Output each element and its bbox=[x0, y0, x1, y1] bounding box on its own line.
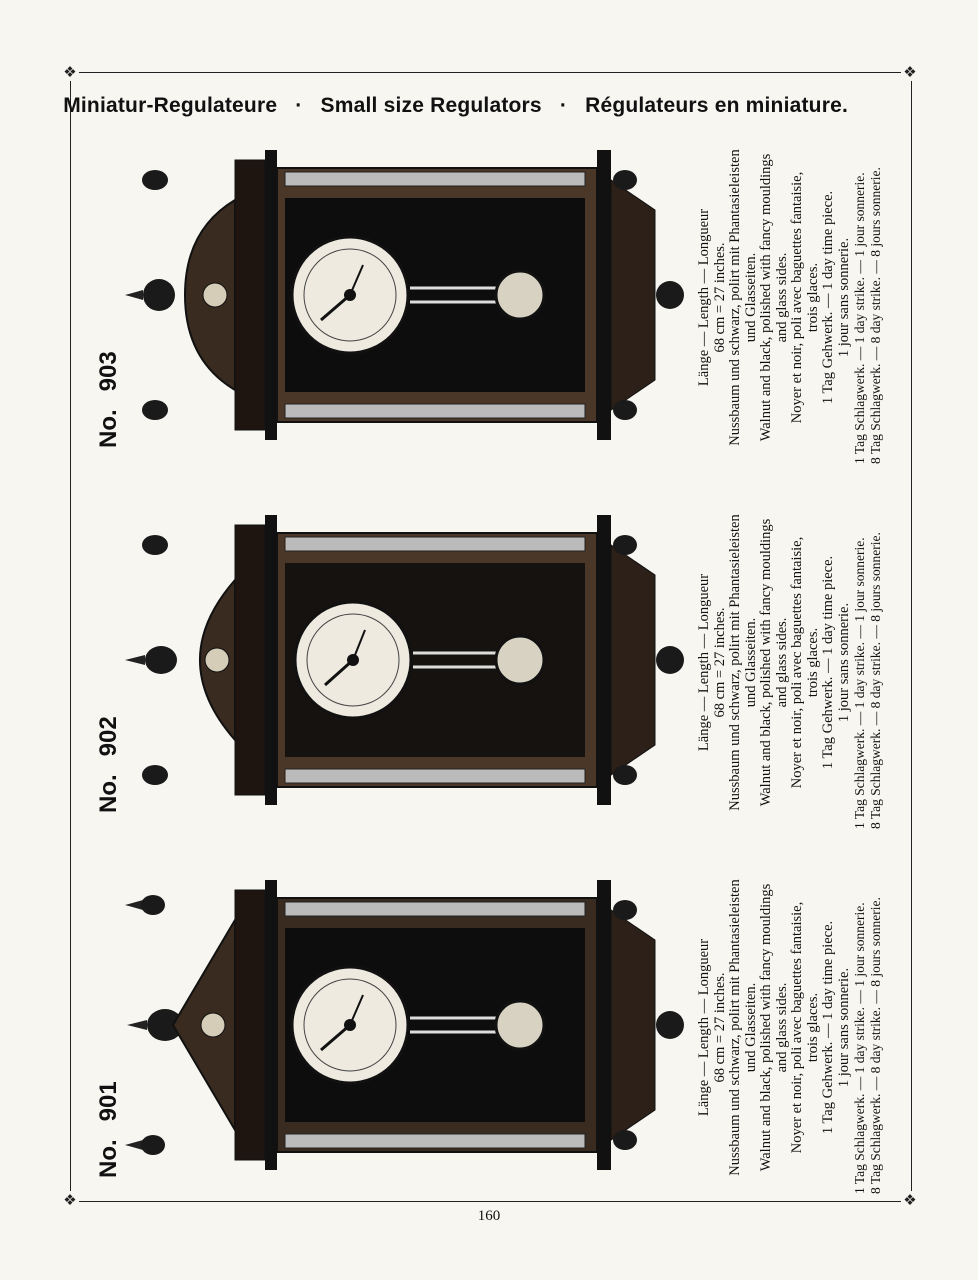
corner-ornament-icon: ❖ bbox=[61, 63, 79, 81]
corner-ornament-icon: ❖ bbox=[61, 1191, 79, 1209]
corner-ornament-icon: ❖ bbox=[901, 1191, 919, 1209]
title-separator: · bbox=[559, 94, 568, 117]
clock-description-903: Länge — Length — Longueur 68 cm = 27 inches. Nussbaum und schwarz, polirt mit Phantasieleisten und Glasseiten. Walnut and black, polished with fancy mouldings and glass sides. Noyer et noir, poli avec baguettes fantaisie, trois glaces. 1 Tag Gehwerk. — 1 day time piece. 1 jour sans sonnerie. 1 Tag Schlagwerk. — 1 day strike. — 1 jour sonnerie. 8 Tag Schlagwerk. — 8 day strike. — 8 jours sonnerie. bbox=[696, 149, 883, 464]
title-french: Régulateurs en miniature. bbox=[585, 94, 848, 117]
clock-entry-902 bbox=[85, 475, 895, 835]
clock-illustration-901 bbox=[125, 855, 685, 1200]
catalog-content bbox=[85, 110, 895, 1200]
clock-entry-901 bbox=[85, 840, 895, 1200]
clock-illustration-902 bbox=[125, 490, 685, 835]
clock-number-label: No.902 bbox=[95, 716, 122, 813]
title-separator: · bbox=[295, 94, 303, 117]
clock-number-label: No.903 bbox=[95, 351, 122, 448]
clock-illustration-903 bbox=[125, 125, 685, 470]
page-number: 160 bbox=[477, 1208, 501, 1224]
clock-description-902: Länge — Length — Longueur 68 cm = 27 inches. Nussbaum und schwarz, polirt mit Phantasieleisten und Glasseiten. Walnut and black, polished with fancy mouldings and glass sides. Noyer et noir, poli avec baguettes fantaisie, trois glaces. 1 Tag Gehwerk. — 1 day time piece. 1 jour sans sonnerie. 1 Tag Schlagwerk. — 1 day strike. — 1 jour sonnerie. 8 Tag Schlagwerk. — 8 day strike. — 8 jours sonnerie. bbox=[696, 514, 883, 829]
title-german: Miniatur-Regulateure bbox=[63, 94, 278, 117]
clock-description-901: Länge — Length — Longueur 68 cm = 27 inches. Nussbaum und schwarz, polirt mit Phantasieleisten und Glasseiten. Walnut and black, polished with fancy mouldings and glass sides. Noyer et noir, poli avec baguettes fantaisie, trois glaces. 1 Tag Gehwerk. — 1 day time piece. 1 jour sans sonnerie. 1 Tag Schlagwerk. — 1 day strike. — 1 jour sonnerie. 8 Tag Schlagwerk. — 8 day strike. — 8 jours sonnerie. bbox=[696, 879, 883, 1194]
clock-entry-903 bbox=[85, 110, 895, 470]
corner-ornament-icon: ❖ bbox=[901, 63, 919, 81]
title-english: Small size Regulators bbox=[320, 94, 542, 117]
clock-number-label: No.901 bbox=[95, 1081, 122, 1178]
